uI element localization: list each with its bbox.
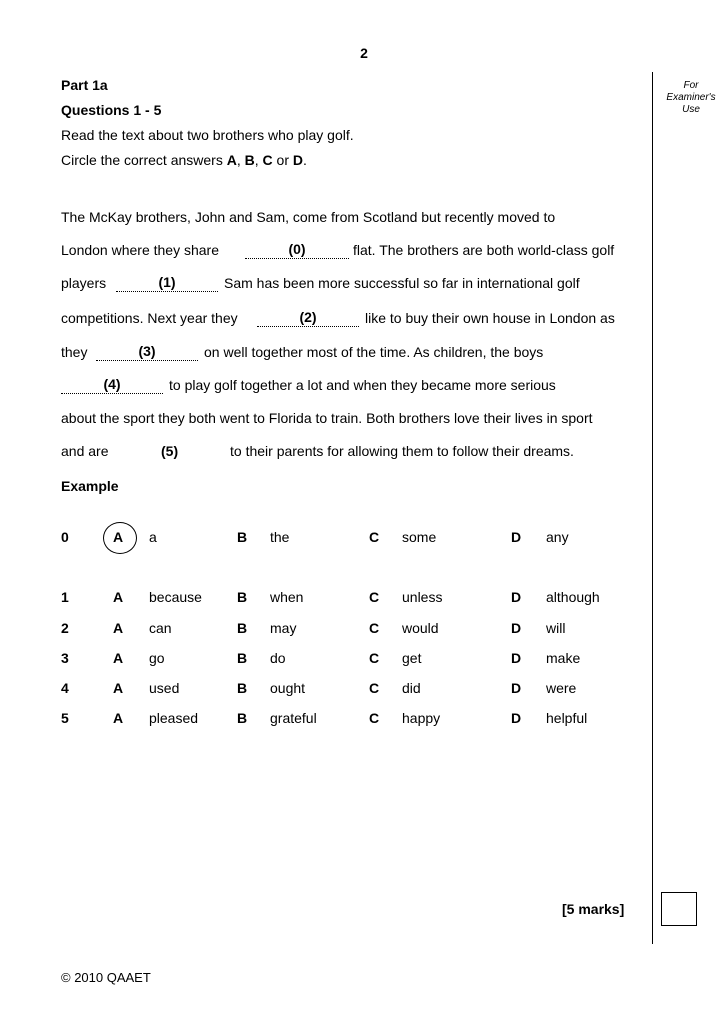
instruction-option-c: C bbox=[262, 152, 273, 168]
passage-line-2-start: London where they share bbox=[61, 242, 219, 258]
question-number: 4 bbox=[61, 680, 69, 696]
option-letter-b[interactable]: B bbox=[237, 620, 248, 636]
option-letter-b[interactable]: B bbox=[237, 680, 248, 696]
option-text-a[interactable]: because bbox=[149, 589, 202, 605]
option-letter-a[interactable]: A bbox=[113, 680, 124, 696]
gap-1 bbox=[116, 273, 218, 292]
option-letter-b[interactable]: B bbox=[237, 589, 248, 605]
question-number: 1 bbox=[61, 589, 69, 605]
option-text-a[interactable]: can bbox=[149, 620, 172, 636]
option-text-c[interactable]: would bbox=[402, 620, 439, 636]
option-letter-c[interactable]: C bbox=[369, 680, 380, 696]
gap-3 bbox=[96, 342, 198, 361]
option-text-a[interactable]: go bbox=[149, 650, 165, 666]
option-text-c[interactable]: did bbox=[402, 680, 421, 696]
instruction-read: Read the text about two brothers who play golf. bbox=[61, 127, 354, 143]
passage-line-1: The McKay brothers, John and Sam, come from Scotland but recently moved to bbox=[61, 209, 556, 225]
examiner-label-line: For bbox=[683, 80, 699, 91]
gap-2 bbox=[257, 308, 359, 327]
passage-line-4-end: like to buy their own house in London as bbox=[365, 310, 615, 326]
question-number: 5 bbox=[61, 710, 69, 726]
option-text-c[interactable]: get bbox=[402, 650, 422, 666]
instruction-separator: , bbox=[254, 152, 263, 168]
gap-4-label: (4) bbox=[103, 376, 121, 392]
option-letter-c[interactable]: C bbox=[369, 589, 380, 605]
passage-line-3-start: players bbox=[61, 275, 107, 291]
passage-line-7: about the sport they both went to Florida to train. Both brothers love their lives in sport bbox=[61, 410, 593, 426]
option-text-d[interactable]: will bbox=[546, 620, 566, 636]
gap-2-label: (2) bbox=[299, 309, 317, 325]
instruction-option-b: B bbox=[244, 152, 255, 168]
option-text-d[interactable]: make bbox=[546, 650, 581, 666]
instruction-or: or bbox=[272, 152, 293, 168]
option-text-c[interactable]: unless bbox=[402, 589, 443, 605]
passage-line-8-start: and are bbox=[61, 443, 109, 459]
page-number: 2 bbox=[360, 45, 368, 61]
option-letter-c[interactable]: C bbox=[369, 710, 380, 726]
option-text-d[interactable]: any bbox=[546, 529, 569, 545]
instruction-separator: , bbox=[236, 152, 245, 168]
passage-line-6: to play golf together a lot and when they became more serious bbox=[169, 377, 556, 393]
instruction-circle bbox=[61, 152, 307, 168]
option-text-a[interactable]: pleased bbox=[149, 710, 199, 726]
option-text-b[interactable]: do bbox=[270, 650, 286, 666]
option-text-b[interactable]: grateful bbox=[270, 710, 317, 726]
marks-label: [5 marks] bbox=[562, 901, 625, 917]
option-letter-a[interactable]: A bbox=[113, 710, 124, 726]
gap-1-label: (1) bbox=[158, 274, 176, 290]
questions-range: Questions 1 - 5 bbox=[61, 102, 162, 118]
question-number: 2 bbox=[61, 620, 69, 636]
option-text-b[interactable]: may bbox=[270, 620, 297, 636]
option-text-a[interactable]: used bbox=[149, 680, 180, 696]
passage-line-8-end: to their parents for allowing them to follow their dreams. bbox=[230, 443, 574, 459]
option-letter-d[interactable]: D bbox=[511, 589, 522, 605]
option-letter-c[interactable]: C bbox=[369, 650, 380, 666]
option-letter-b[interactable]: B bbox=[237, 650, 248, 666]
instruction-option-a: A bbox=[226, 152, 237, 168]
option-letter-d[interactable]: D bbox=[511, 620, 522, 636]
instruction-prefix: Circle the correct answers bbox=[61, 152, 227, 168]
option-letter-d[interactable]: D bbox=[511, 650, 522, 666]
gap-0-label: (0) bbox=[288, 241, 306, 257]
passage-line-5-start: they bbox=[61, 344, 88, 360]
gap-0 bbox=[245, 240, 349, 259]
option-letter-b[interactable]: B bbox=[237, 710, 248, 726]
option-letter-a[interactable]: A bbox=[113, 589, 124, 605]
option-text-c[interactable]: some bbox=[402, 529, 437, 545]
option-letter-a[interactable]: A bbox=[113, 650, 124, 666]
passage-line-5-end: on well together most of the time. As children, the boys bbox=[204, 344, 544, 360]
option-text-d[interactable]: although bbox=[546, 589, 600, 605]
gap-4 bbox=[61, 375, 163, 394]
question-number: 0 bbox=[61, 529, 69, 545]
option-text-c[interactable]: happy bbox=[402, 710, 441, 726]
option-letter-b[interactable]: B bbox=[237, 529, 248, 545]
examiner-use-label bbox=[654, 80, 728, 116]
option-letter-a[interactable]: A bbox=[113, 620, 124, 636]
option-letter-d[interactable]: D bbox=[511, 710, 522, 726]
copyright-footer: © 2010 QAAET bbox=[61, 970, 151, 985]
examiner-marks-box[interactable] bbox=[661, 892, 697, 926]
option-text-d[interactable]: helpful bbox=[546, 710, 588, 726]
question-number: 3 bbox=[61, 650, 69, 666]
part-title: Part 1a bbox=[61, 77, 108, 93]
passage-line-4-start: competitions. Next year they bbox=[61, 310, 238, 326]
option-letter-a[interactable]: A bbox=[113, 529, 124, 545]
option-text-b[interactable]: when bbox=[270, 589, 304, 605]
passage-line-3-end: Sam has been more successful so far in international golf bbox=[224, 275, 580, 291]
example-heading: Example bbox=[61, 478, 119, 494]
option-text-b[interactable]: ought bbox=[270, 680, 306, 696]
option-letter-c[interactable]: C bbox=[369, 529, 380, 545]
option-letter-d[interactable]: D bbox=[511, 680, 522, 696]
examiner-label-line: Use bbox=[682, 104, 700, 115]
option-text-b[interactable]: the bbox=[270, 529, 290, 545]
gap-5-label: (5) bbox=[161, 443, 179, 459]
passage-line-2-end: flat. The brothers are both world-class golf bbox=[353, 242, 615, 258]
instruction-end: . bbox=[303, 152, 307, 168]
gap-3-label: (3) bbox=[138, 343, 156, 359]
instruction-option-d: D bbox=[292, 152, 304, 168]
examiner-column-divider bbox=[652, 72, 653, 944]
option-letter-c[interactable]: C bbox=[369, 620, 380, 636]
option-letter-d[interactable]: D bbox=[511, 529, 522, 545]
examiner-label-line: Examiner's bbox=[666, 92, 716, 103]
option-text-d[interactable]: were bbox=[546, 680, 577, 696]
option-text-a[interactable]: a bbox=[149, 529, 157, 545]
